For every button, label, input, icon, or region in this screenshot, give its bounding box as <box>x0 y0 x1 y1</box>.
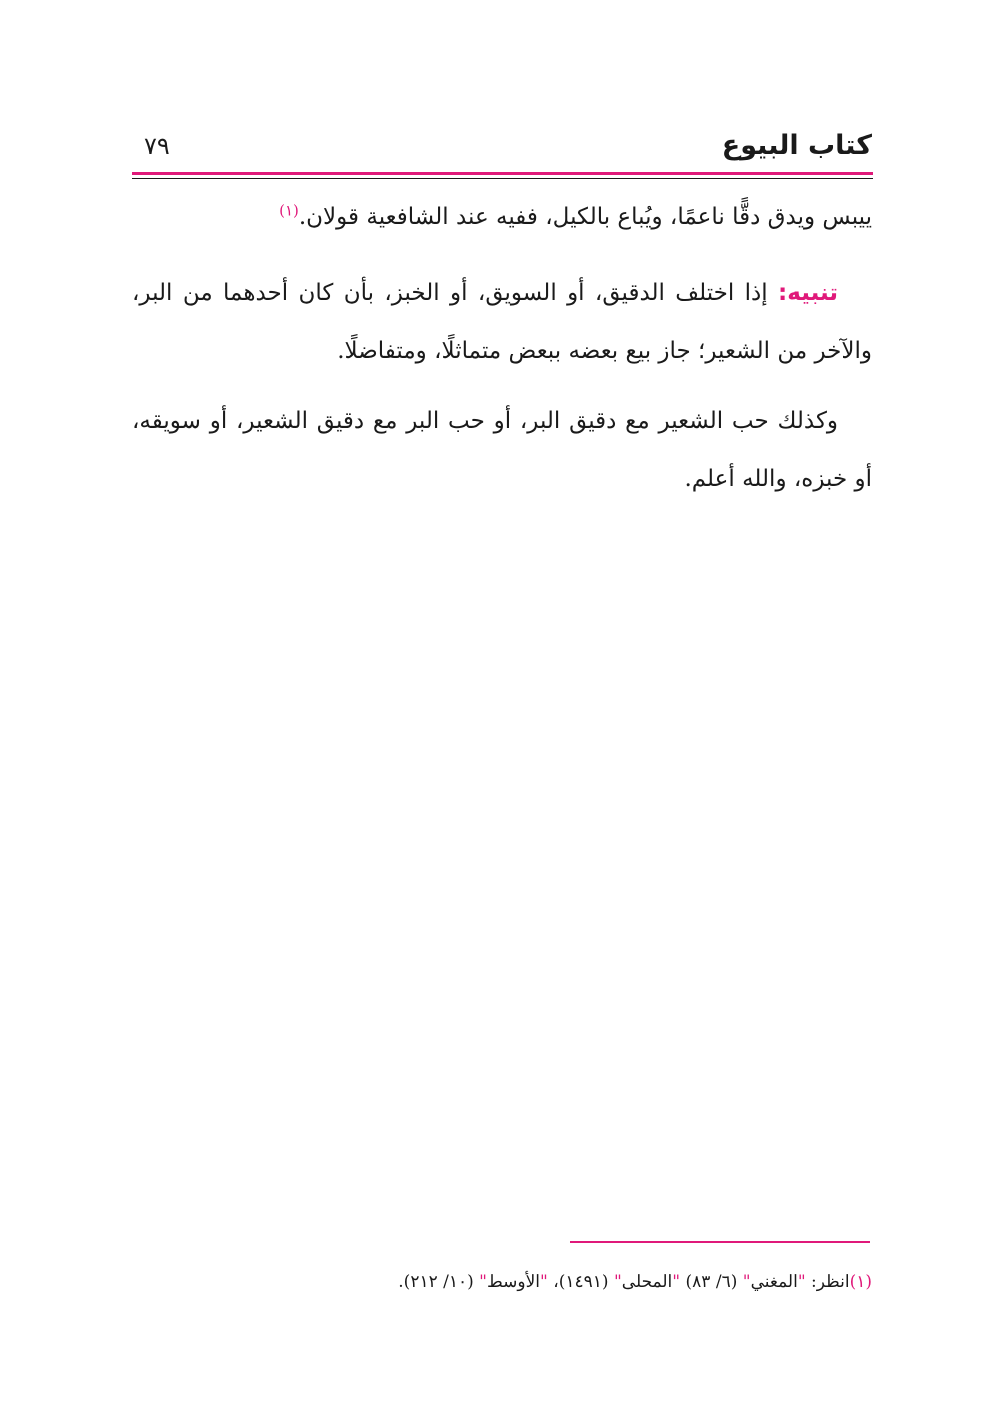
footnote-ref-2: المحلى <box>621 1272 673 1292</box>
quote-mark: " <box>742 1272 751 1292</box>
book-title: كتاب البيوع <box>721 130 872 161</box>
footnote <box>132 1268 872 1296</box>
paragraph-2-text: إذا اختلف الدقيق، أو السويق، أو الخبز، بأن كان أحدهما من البر، والآخر من الشعير؛ جاز بيع بعضه ببعض متماثلًا، ومتفاضلًا. <box>132 280 872 364</box>
footnote-ref-3: الأوسط <box>487 1272 541 1292</box>
page-number: ٧٩ <box>144 132 170 160</box>
quote-mark: " <box>479 1272 487 1292</box>
footnote-ref-1-location: (٦/ ٨٣) <box>680 1272 743 1292</box>
footnote-number: (١) <box>849 1272 872 1292</box>
footnote-reference[interactable]: (١) <box>279 201 299 220</box>
footnote-prefix: انظر: <box>805 1272 850 1292</box>
footnote-ref-1: المغني <box>750 1272 798 1292</box>
quote-mark: " <box>540 1272 548 1292</box>
footnote-ref-3-location: (١٠/ ٢١٢). <box>398 1272 480 1292</box>
paragraph-3-text: وكذلك حب الشعير مع دقيق البر، أو حب البر مع دقيق الشعير، أو سويقه، أو خبزه، والله أعلم. <box>132 408 872 492</box>
page-header <box>134 126 872 166</box>
paragraph-3 <box>132 392 872 508</box>
body-text <box>132 188 872 520</box>
footnote-separator <box>570 1241 870 1243</box>
paragraph-2 <box>132 264 872 380</box>
header-rule-accent <box>132 172 873 175</box>
quote-mark: " <box>797 1272 806 1292</box>
paragraph-1 <box>132 188 872 246</box>
paragraph-1-text: ييبس ويدق دقًّا ناعمًا، ويُباع بالكيل، ففيه عند الشافعية قولان. <box>298 204 872 230</box>
quote-mark: " <box>613 1272 622 1292</box>
footnote-ref-2-location: (١٤٩١)، <box>547 1272 614 1292</box>
note-label: تنبيه: <box>778 280 838 306</box>
quote-mark: " <box>672 1272 681 1292</box>
header-rule-thin <box>132 178 873 179</box>
